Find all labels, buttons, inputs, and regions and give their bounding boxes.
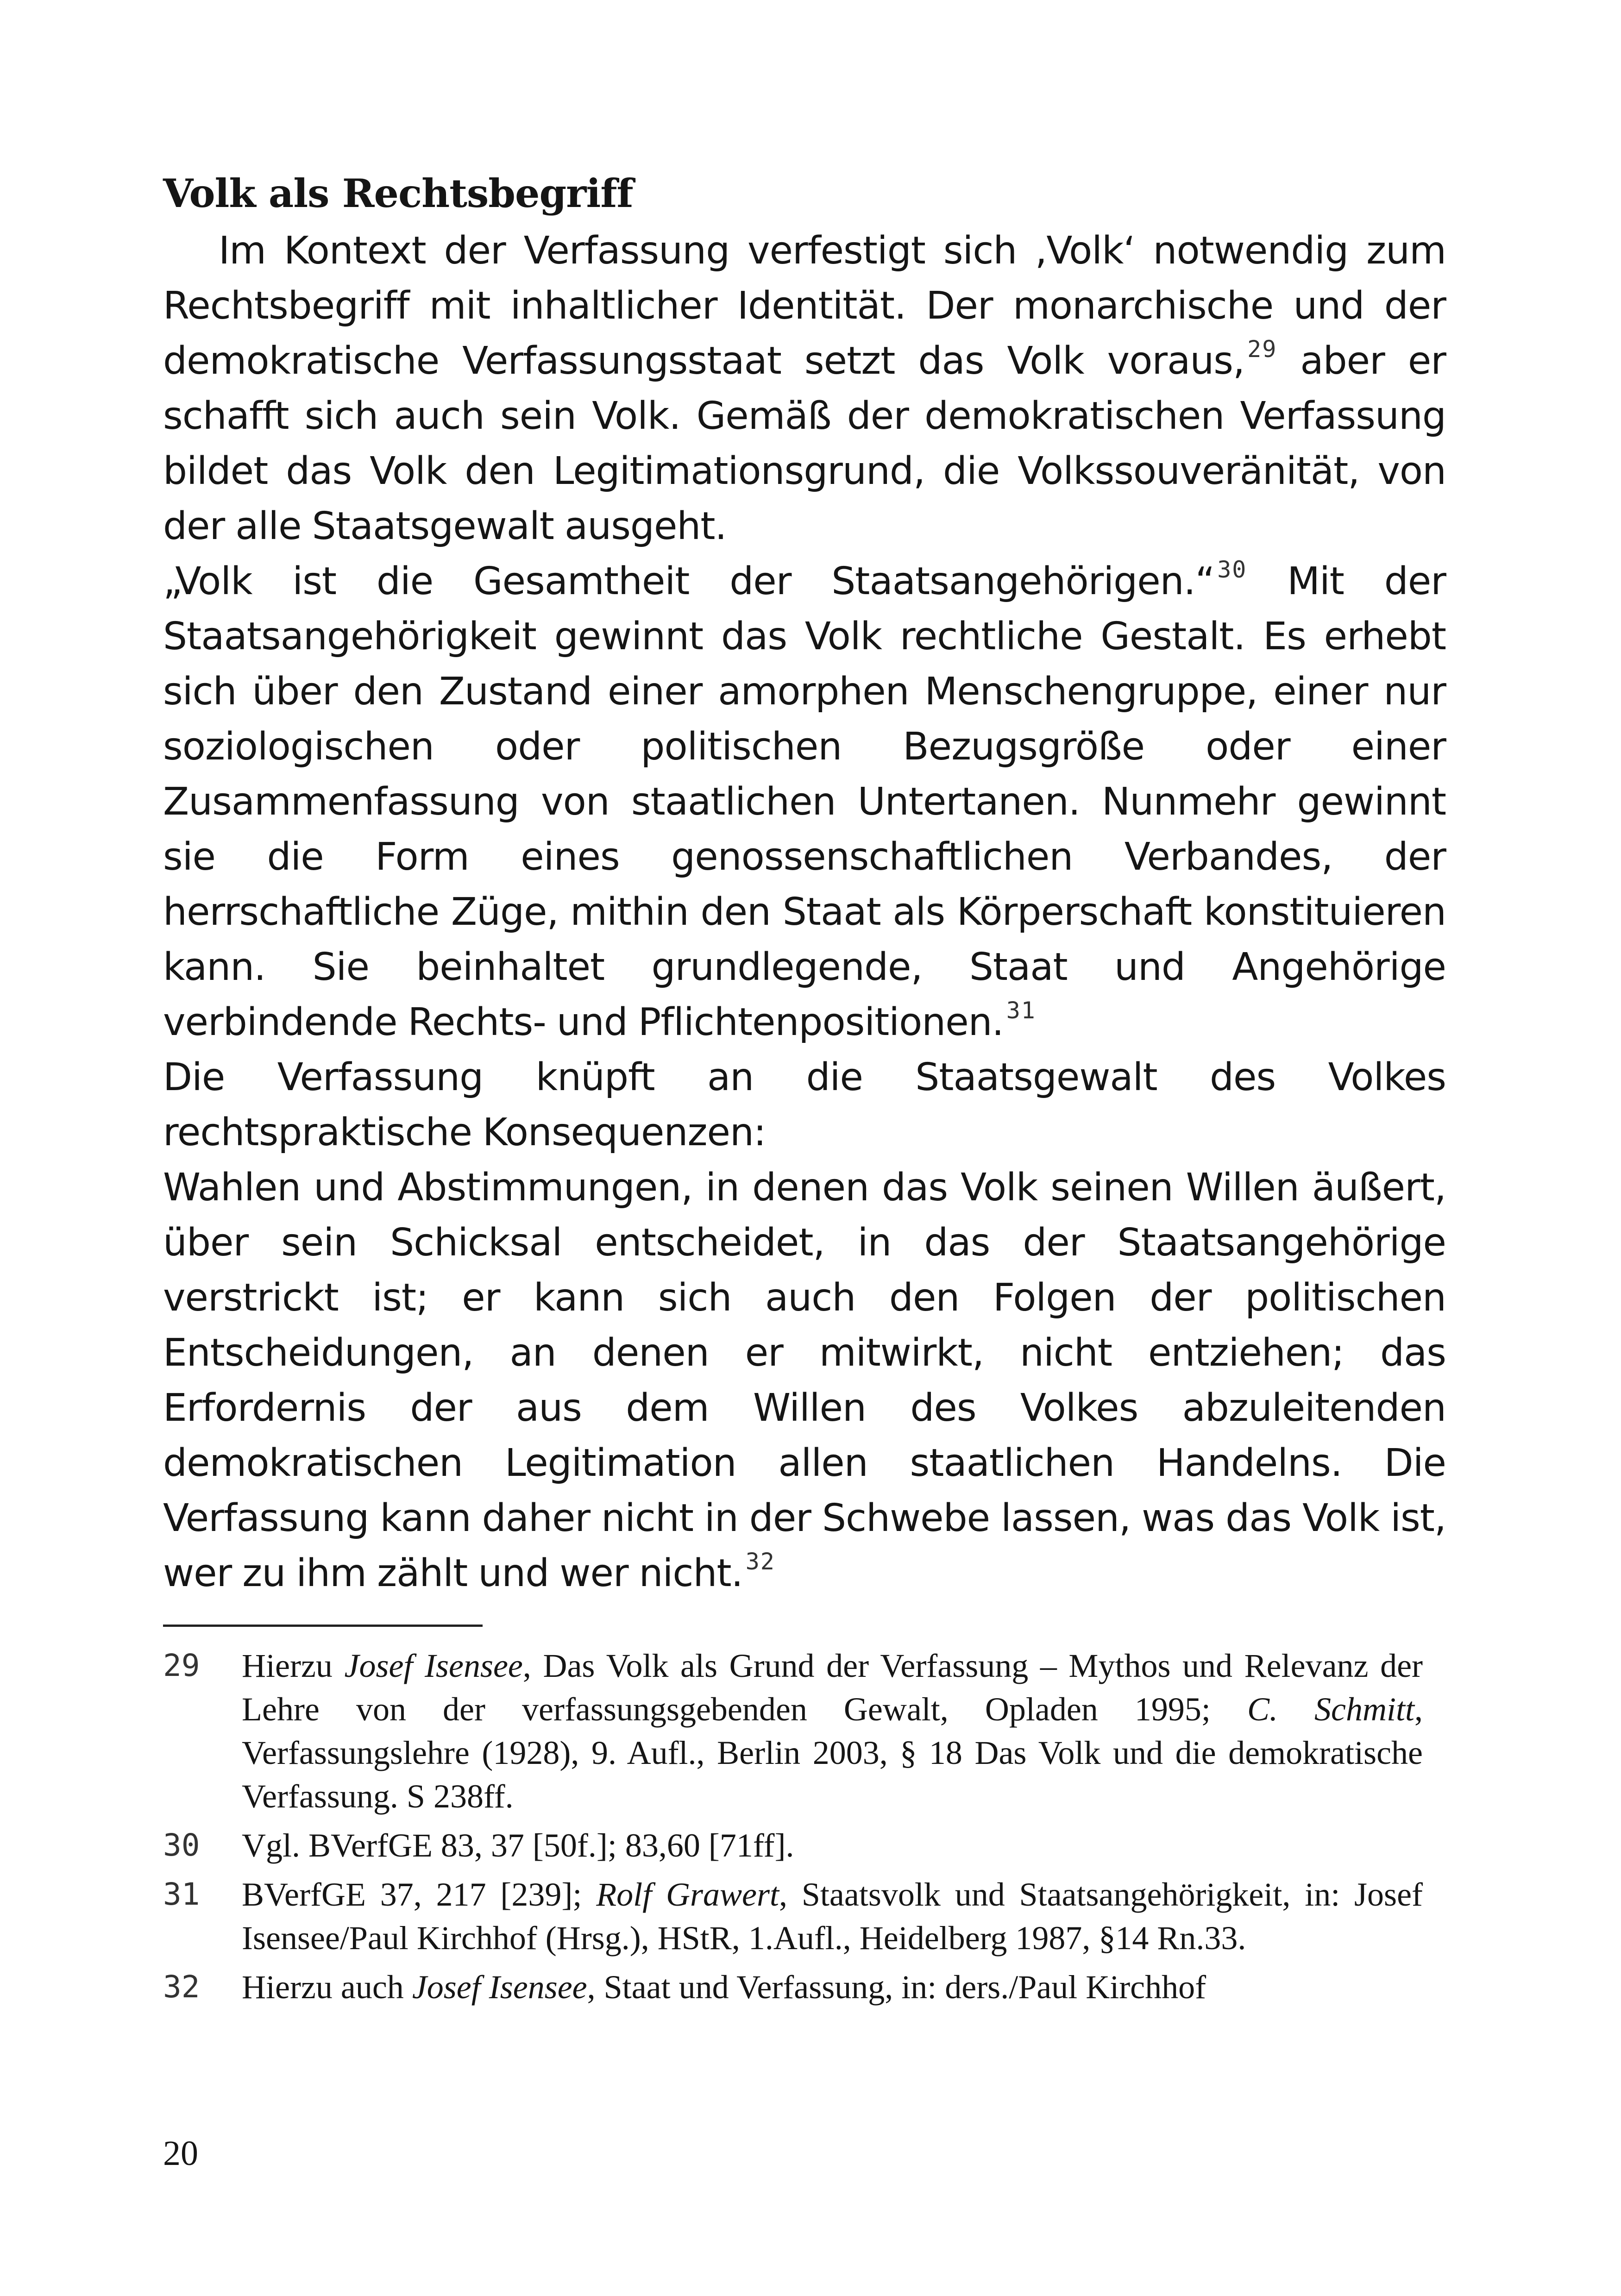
footnote-32-part-a: Hierzu auch [242, 1969, 412, 2006]
footnote-30 [163, 1824, 1423, 1867]
paragraph-4-text: Wahlen und Abstimmungen, in denen das Volk seinen Willen äußert, über sein Schicksal entscheidet, in das der Staatsangehörige verstrickt ist; er kann sich auch den Folgen der politischen Entscheidungen, an denen er mitwirkt, nicht entziehen; das Erfordernis der aus dem Willen des Volkes abzuleitenden demokratischen Legitimation allen staatlichen Handelns. Die Verfassung kann daher nicht in der Schwebe lassen, was das Volk ist, wer zu ihm zählt und wer nicht. [163, 1166, 1446, 1595]
footnote-29-author-1: Josef Isensee [344, 1647, 523, 1684]
footnote-32-part-b: , Staat und Verfassung, in: ders./Paul Kirchhof [587, 1969, 1206, 2006]
footnote-number: 32 [163, 1969, 200, 2005]
book-page [163, 0, 1446, 2296]
footnote-text [242, 1644, 1423, 1818]
paragraph-4 [163, 1160, 1446, 1601]
footnote-31 [163, 1873, 1423, 1960]
footnote-text [242, 1824, 1423, 1867]
footnote-29 [163, 1644, 1423, 1818]
footnote-number: 30 [163, 1827, 200, 1863]
footnote-ref-32[interactable]: 32 [745, 1548, 775, 1575]
paragraph-3-text: Die Verfassung knüpft an die Staatsgewalt des Volkes rechtspraktische Konsequenzen: [163, 1055, 1446, 1154]
footnote-31-part-a: BVerfGE 37, 217 [239]; [242, 1876, 597, 1913]
footnote-30-part-a: Vgl. BVerfGE 83, 37 [50f.]; 83,60 [71ff]. [242, 1827, 794, 1864]
footnote-29-part-c: , Verfassungslehre (1928), 9. Aufl., Berlin 2003, § 18 Das Volk und die demokratische Verfassung. S 238ff. [242, 1691, 1423, 1815]
paragraph-2-quote: „Volk ist die Gesamtheit der Staatsangehörigen.“ [163, 559, 1215, 603]
paragraph-2-text: Mit der Staatsangehörigkeit gewinnt das Volk rechtliche Gestalt. Es erhebt sich über den Zustand einer amorphen Menschengruppe, einer nur soziologischen oder politischen Bezugsgröße oder einer Zusammenfassung von staatlichen Untertanen. Nunmehr gewinnt sie die Form eines genossenschaftlichen Verbandes, der herrschaftliche Züge, mithin den Staat als Körperschaft konstituieren kann. Sie beinhaltet grundlegende, Staat und Angehörige verbindende Rechts- und Pflichtenpositionen. [163, 559, 1446, 1044]
paragraph-1 [163, 223, 1446, 554]
footnote-31-author: Rolf Grawert [596, 1876, 779, 1913]
paragraph-1-text-a: Im Kontext der Verfassung verfestigt sich ‚Volk‘ notwendig zum Rechtsbegriff mit inhaltlicher Identität. Der monarchische und der demokratische Verfassungsstaat setzt das Volk voraus, [163, 229, 1446, 383]
page-number: 20 [163, 2134, 198, 2173]
footnote-29-author-2: C. Schmitt [1247, 1691, 1414, 1728]
paragraph-2 [163, 554, 1446, 1050]
body-text [163, 223, 1446, 1601]
paragraph-1-text-b: aber er schafft sich auch sein Volk. Gemäß der demokratischen Verfassung bildet das Volk den Legitimationsgrund, die Volkssouveränität, von der alle Staatsgewalt ausgeht. [163, 339, 1446, 548]
footnote-number: 29 [163, 1648, 200, 1683]
section-heading: Volk als Rechtsbegriff [163, 170, 633, 216]
footnote-text [242, 1873, 1423, 1960]
footnote-29-part-b: , Das Volk als Grund der Verfassung – Mythos und Relevanz der Lehre von der verfassungsgebenden Gewalt, Opladen 1995; [242, 1647, 1423, 1728]
footnote-text [242, 1965, 1423, 2009]
footnote-ref-31[interactable]: 31 [1006, 997, 1036, 1024]
footnote-divider [163, 1625, 483, 1627]
footnote-31-part-b: , Staatsvolk und Staatsangehörigkeit, in: Josef Isensee/Paul Kirchhof (Hrsg.), HStR, 1.Aufl., Heidelberg 1987, §14 Rn.33. [242, 1876, 1423, 1957]
footnote-ref-29[interactable]: 29 [1247, 336, 1277, 363]
footnote-ref-30[interactable]: 30 [1217, 556, 1247, 583]
footnotes [163, 1644, 1423, 2014]
footnote-29-part-a: Hierzu [242, 1647, 345, 1684]
footnote-number: 31 [163, 1876, 200, 1912]
footnote-32 [163, 1965, 1423, 2009]
paragraph-3 [163, 1050, 1446, 1160]
footnote-32-author: Josef Isensee [412, 1969, 587, 2006]
